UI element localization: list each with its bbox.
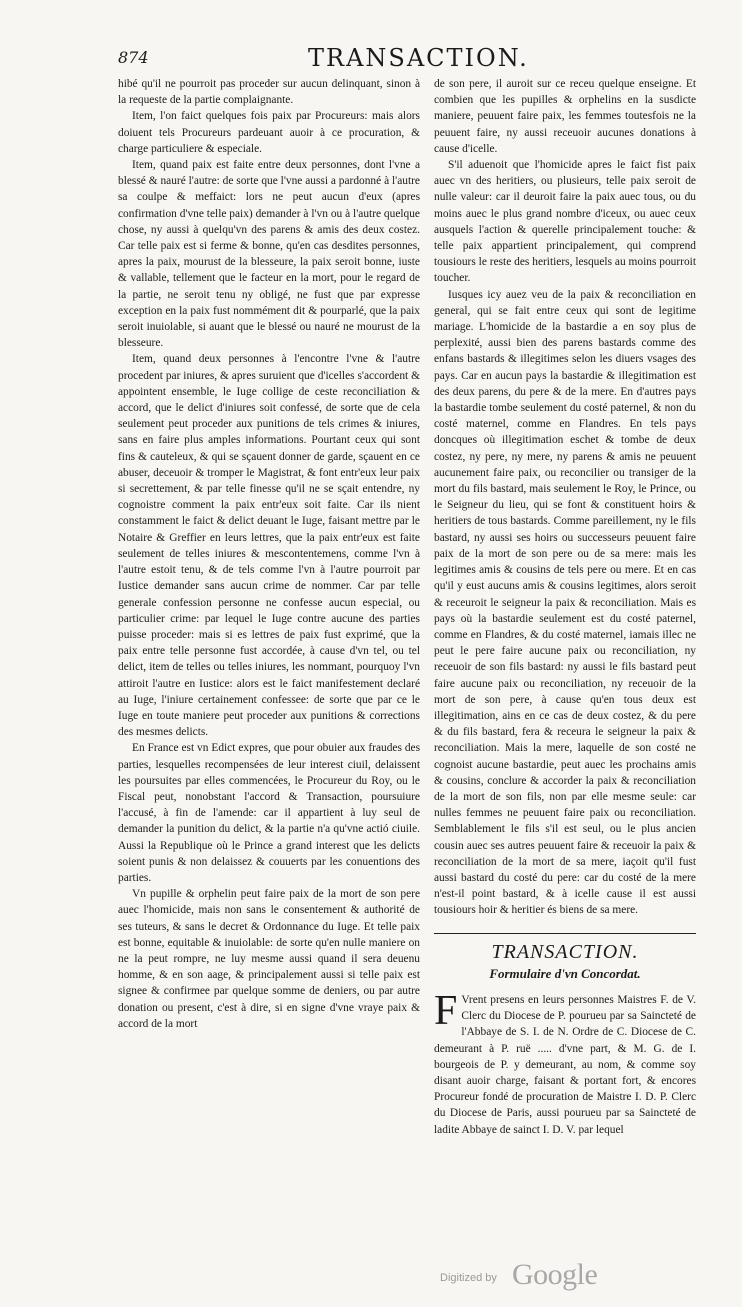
paragraph: Vn pupille & orphelin peut faire paix de la mort de son pere auec l'homicide, mais non sans le consentement & authorité de ses tuteurs, & sans le decret & Ordonnance du Iuge. Et telle paix est bonne, equitable & inuiolable: de sorte qu'en nulle maniere on ne la peut rompre, ne luy mesme aussi quand il sera deuenu homme, & en son aage, & principalement aussi si telle paix est signee & confirmee par quelque somme de deniers, ou par autre donation ou present, c'est à dire, si en signe d'vne vraye paix & accord de la mort xyxy=(118,888,420,1030)
google-logo: Google xyxy=(512,1258,598,1291)
left-column xyxy=(118,76,420,1032)
formulary-paragraph xyxy=(434,987,696,1138)
section-title: TRANSACTION. xyxy=(491,940,639,963)
paragraph: Item, quand paix est faite entre deux personnes, dont l'vne a blessé & nauré l'autre: de sorte que l'vne aussi a pardonné à l'autre sa coulpe & meffaict: lors ne peut aucun d'eux (apres confirmation d'vne telle paix) demander à l'vn ou à l'autre quelque chose, ny aussi à quelqu'vn des parens & amis des deux costez. Car telle paix est si ferme & bonne, qu'en cas desdites personnes, apres la paix, mourust de la blesseure, la paix seroit bonne, iuste & vallable, tellement que le facteur en la mort, pour le regard de la partie, ne seroit tenu ny obligé, ne fust que par expresse exception en la paix fust nommément dit & pourparlé, que la paix seroit inuiolable, si auant que le blessé ou nauré ne mourust de la blesseure. xyxy=(118,159,420,350)
paragraph: Item, quand deux personnes à l'encontre l'vne & l'autre procedent par iniures, & apres suruient que d'icelles s'accordent & appointent ensemble, le Iuge collige de ceste reconciliation & accord, que le delict d'iniures soit confessé, de sorte que de cela seulement peut proceder aux punitions de tels crimes & iniures, sans en faire plus amples informations. Pourtant ceux qui sont fins & cauteleux, & qui se sçauent donner de garde, sçauent en ce abuser, deceuoir & tromper le Magistrat, & font entr'eux leur paix si secrettement, & par telle finesse qu'il ne se sçait entendre, ny cognoistre comment la paix entr'eux soit faite. Car ils nient constamment le faict & delict deuant le Iuge, faisant mettre par le Notaire & Greffier en leurs lettres, que la paix entr'eux est faite seulement de telles iniures & mescontentemens, comme l'vn à l'autre estoit tenu, & de tels comme l'vn à l'autre pourroit par Iustice demander sans aucun crime de nommer. Car par telle generale confession personne ne confesse aucun especial, ou particulier crime: par lequel le Iuge contre aucune des parties puisse proceder: mais si es lettres de paix fust exprimé, que la paix entre telle personne fust accordée, à cause d'vn tel, ou tel delict, item de telles ou telles iniures, les nommant, pourquoy l'vn attiroit l'autre en Iustice: alors est le faict manifestement declaré au Iuge, l'iniure certainement confessee: de sorte que par ce le Iuge en toute maniere peut proceder aux punitions & corrections des mesmes delicts. xyxy=(118,353,420,739)
formulary-text: Vrent presens en leurs personnes Maistres F. de V. Clerc du Diocese de P. pourueu par sa Saincteté de l'Abbaye de S. I. de N. Ordre de C. Diocese de C. demeurant à P. ruë ..... d'vne part, & M. G. de I. bourgeois de P. y demeurant, au nom, & comme soy disant auoir charge, faisant & portant fort, & encores Procureur fondé de procuration de Maistre I. D. P. Clerc du Diocese de Paris, aussi pourueu par sa Saincteté de ladite Abbaye de sainct I. D. V. par lequel xyxy=(434,993,696,1136)
paragraph: Iusques icy auez veu de la paix & reconciliation en general, qui se fait entre ceux qui sont de legitime mariage. L'homicide de la bastardie a en soy plus de perplexité, aussi bien des parens bastards comme des enfans bastards & illegitimes selon les diuers vsages des pays. Car en aucun pays la bastardie & illegitimation est des deux parens, du pere & de la mere. En d'autres pays la bastardie tombe seulement du costé paternel, & non du costé maternel, comme en Flandres. En tels pays doncques où illegitimation eschet & tombe de deux costez, ny pere, ny mere, ny parens & amis ne peuuent aucunement faire paix, ou reconcilier ou transiger de la mort du fils bastard, mais seulement le Roy, le Prince, ou le Seigneur du lieu, qui se font & constituent hoirs & heritiers de tous bastards. Comme pareillement, ny le fils bastard, ny aussi ses hoirs ou successeurs peuuent faire paix de la mort de son pere ou de sa mere: mais les legitimes amis & cousins de tels pere ou mere. Et en cas qu'il y eust aucuns amis & cousins legitimes, alors seroit & receuroit le seigneur la paix & reconciliation. Mais es pays où la bastardie seulement est du costé paternel, comme en Flandres, & du costé maternel, iamais illec ne peut le pere faire aucune paix ou reconciliation, ny receuoir de son fils bastard: ny aussi le fils bastard peut faire aucune paix ou reconciliation, ny receuoir de la mort de son pere, à cause qu'en tous deux est illegitimation, ains en ce cas de deux costez, & du pere & du fils bastard, fera & receura le seigneur la paix & reconciliation. Mais la mere, laquelle de son costé ne cognoist aucune bastardie, peut auec les prochains amis & cousins, conclure & accorder la paix & reconciliation de la mort de son fils, non par elle mesme seule: car nulles femmes ne peuuent faire paix ou reconciliation. Semblablement le fils s'il est seul, ou le plus ancien cousin auec ses autres peuuent faire & receuoir la paix & reconciliation de la mort de sa mere, iaçoit qu'il fust aussi bastard du costé du pere: car du costé de la mere n'est-il point bastard, & à icelle cause il est aussi tousiours hoir & heritier és biens de sa mere. xyxy=(434,288,696,917)
paragraph: S'il aduenoit que l'homicide apres le faict fist paix auec vn des heritiers, ou plusieurs, telle paix seroit de nulle valeur: car il deuroit faire la paix auec tous, ou du moins auec le plus grand nombre d'iceux, ou auec ceux ausquels l'action & querelle principalement touche: & telle paix appartient principalement, qui comprend tousiours le reste des heritiers, lesquels au moins pourroit toucher. xyxy=(434,159,696,285)
digitized-by-label: Digitized by xyxy=(440,1272,497,1284)
running-title: TRANSACTION. xyxy=(308,44,529,72)
paragraph: Item, l'on faict quelques fois paix par Procureurs: mais alors doiuent tels Procureurs pardeuant auoir à ce procuration, & charge particuliere & especiale. xyxy=(118,110,420,155)
page-header xyxy=(118,44,678,74)
dropcap-letter: F xyxy=(434,987,458,1034)
right-column xyxy=(434,76,696,1138)
section-subtitle: Formulaire d'vn Concordat. xyxy=(489,965,641,981)
section-divider xyxy=(434,933,696,934)
digitization-watermark xyxy=(440,1258,620,1298)
page-number: 874 xyxy=(118,48,149,67)
paragraph: de son pere, il auroit sur ce receu quelque enseigne. Et combien que les pupilles & orphelins en la susdicte maniere, peuuent faire paix, les femmes toutesfois ne la peuuent faire, ny aussi receuoir aucunes donations à cause d'icelle. xyxy=(434,78,696,155)
paragraph: hibé qu'il ne pourroit pas proceder sur aucun delinquant, sinon à la requeste de la partie complaignante. xyxy=(118,78,420,107)
paragraph: En France est vn Edict expres, que pour obuier aux fraudes des parties, lesquelles recompensées de leur interest ciuil, delaissent les poursuites par elles commencées, le Procureur du Roy, ou le Fiscal peut, nonobstant l'accord & Transaction, poursuiure l'accusé, à fin de l'amende: car il appartient à luy seul de demander la punition du delict, & la partie n'a qu'vne actió ciuile. Aussi la Republique où le Prince a grand interest que les delicts soient punis & non delaissez & couuerts par les conuentions des parties. xyxy=(118,742,420,884)
